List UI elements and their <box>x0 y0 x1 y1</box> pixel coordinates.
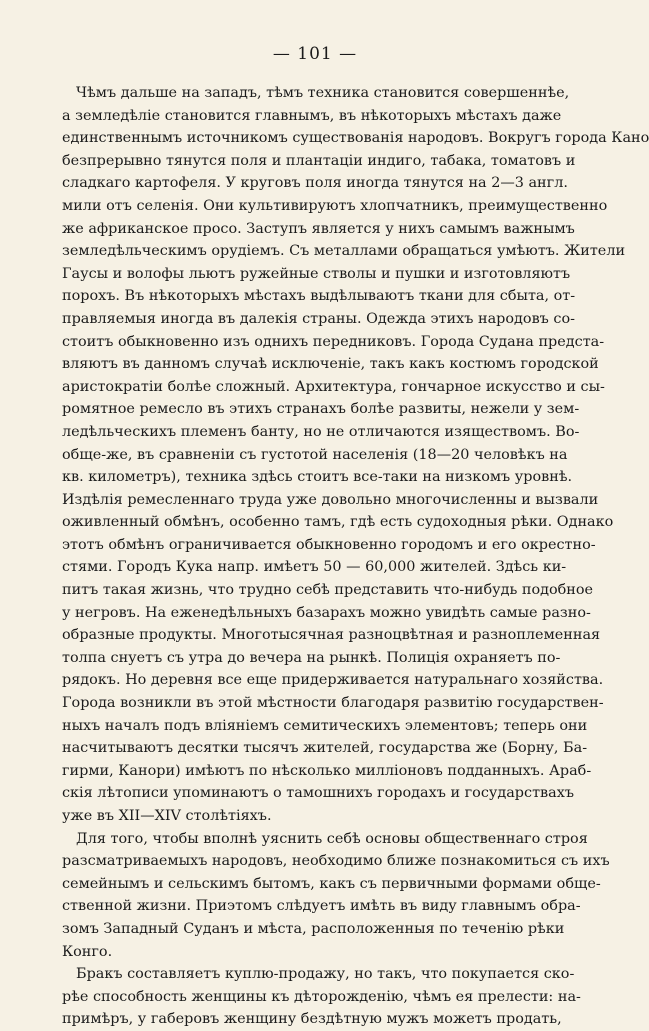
text-line: ледѣльческихъ племенъ банту, но не отличаются изяществомъ. Во- <box>62 423 580 440</box>
text-line: Издѣлія ремесленнаго труда уже довольно многочисленны и вызвали <box>62 491 599 508</box>
text-line: Чѣмъ дальше на западъ, тѣмъ техника становится совершеннѣе, <box>76 85 570 101</box>
text-line: толпа снуетъ съ утра до вечера на рынкѣ. Полиція охраняетъ по- <box>62 649 561 666</box>
text-line: правляемыя иногда въ далекія страны. Одежда этихъ народовъ со- <box>62 310 575 327</box>
text-line: а земледѣліе становится главнымъ, въ нѣкоторыхъ мѣстахъ даже <box>62 107 562 124</box>
text-line: насчитываютъ десятки тысячъ жителей, государства же (Борну, Ба- <box>62 740 588 757</box>
text-line: оживленный обмѣнъ, особенно тамъ, гдѣ есть судоходныя рѣки. Однако <box>62 514 614 531</box>
text-line: семейнымъ и сельскимъ бытомъ, какъ съ первичными формами обще- <box>62 875 601 892</box>
text-line: порохъ. Въ нѣкоторыхъ мѣстахъ выдѣлываютъ ткани для сбыта, от- <box>62 288 576 305</box>
text-line: стоитъ обыкновенно изъ однихъ передниковъ. Города Судана предста- <box>62 333 605 350</box>
text-line: аристократіи болѣе сложный. Архитектура, гончарное искусство и сы- <box>62 378 605 395</box>
text-line: мили отъ селенія. Они культивируютъ хлопчатникъ, преимущественно <box>62 197 608 214</box>
text-line: рядокъ. Но деревня все еще придерживается натуральнаго хозяйства. <box>62 672 604 689</box>
text-line: ныхъ началъ подъ вліяніемъ семитическихъ элементовъ; теперь они <box>62 717 588 734</box>
paragraph <box>62 828 610 964</box>
page-body <box>62 82 649 1031</box>
text-line: сладкаго картофеля. У круговъ поля иногда тянутся на 2—3 англ. <box>62 175 568 192</box>
text-line: Города возникли въ этой мѣстности благодаря развитію государствен- <box>62 695 604 712</box>
text-line: безпрерывно тянутся поля и плантаціи индиго, табака, томатовъ и <box>62 152 576 169</box>
text-line: этотъ обмѣнъ ограничивается обыкновенно городомъ и его окрестно- <box>62 536 596 553</box>
text-line: уже въ XII—XIV столѣтіяхъ. <box>62 808 272 824</box>
page-number: — 101 — <box>272 44 358 64</box>
text-line: Конго. <box>62 943 113 960</box>
text-line: обще-же, въ сравненіи съ густотой населенія (18—20 человѣкъ на <box>62 446 568 463</box>
text-line: зомъ Западный Суданъ и мѣста, расположенныя по теченію рѣки <box>62 920 565 937</box>
text-line: у негровъ. На еженедѣльныхъ базарахъ можно увидѣть самые разно- <box>62 604 591 621</box>
text-line: примѣръ, у габеровъ женщину бездѣтную мужъ можетъ продать, <box>62 1011 562 1028</box>
text-line: ромятное ремесло въ этихъ странахъ болѣе развиты, нежели у зем- <box>62 401 580 418</box>
paragraph <box>62 82 649 828</box>
text-line: питъ такая жизнь, что трудно себѣ представить что-нибудь подобное <box>62 582 594 599</box>
text-line: образные продукты. Многотысячная разноцвѣтная и разноплеменная <box>62 627 601 644</box>
text-line: гирми, Канори) имѣютъ по нѣсколько милліоновъ подданныхъ. Араб- <box>62 762 592 779</box>
text-line: Бракъ составляетъ куплю-продажу, но такъ, что покупается ско- <box>76 966 575 983</box>
text-line: скія лѣтописи упоминаютъ о тамошнихъ городахъ и государствахъ <box>62 785 574 802</box>
text-line: вляютъ въ данномъ случаѣ исключеніе, такъ какъ костюмъ городской <box>62 356 599 373</box>
text-line: разсматриваемыхъ народовъ, необходимо ближе познакомиться съ ихъ <box>62 853 610 870</box>
text-line: Гаусы и волофы льютъ ружейные стволы и пушки и изготовляютъ <box>62 265 571 282</box>
text-line: Для того, чтобы вполнѣ уяснить себѣ основы общественнаго строя <box>76 830 588 847</box>
text-line: же африканское просо. Заступъ является у нихъ самымъ важнымъ <box>62 220 575 237</box>
text-line: рѣе способность женщины къ дѣторожденію, чѣмъ ея прелести: на- <box>62 988 581 1005</box>
text-line: стями. Городъ Кука напр. имѣетъ 50 — 60,000 жителей. Здѣсь ки- <box>62 559 567 576</box>
text-line: единственнымъ источникомъ существованія народовъ. Вокругъ города Кано <box>62 130 649 147</box>
text-line: земледѣльческимъ орудіемъ. Съ металлами обращаться умѣютъ. Жители <box>62 243 626 260</box>
text-line: кв. километръ), техника здѣсь стоитъ все-таки на низкомъ уровнѣ. <box>62 469 573 486</box>
text-line: ственной жизни. Приэтомъ слѣдуетъ имѣть въ виду главнымъ обра- <box>62 898 581 915</box>
paragraph <box>62 963 581 1031</box>
